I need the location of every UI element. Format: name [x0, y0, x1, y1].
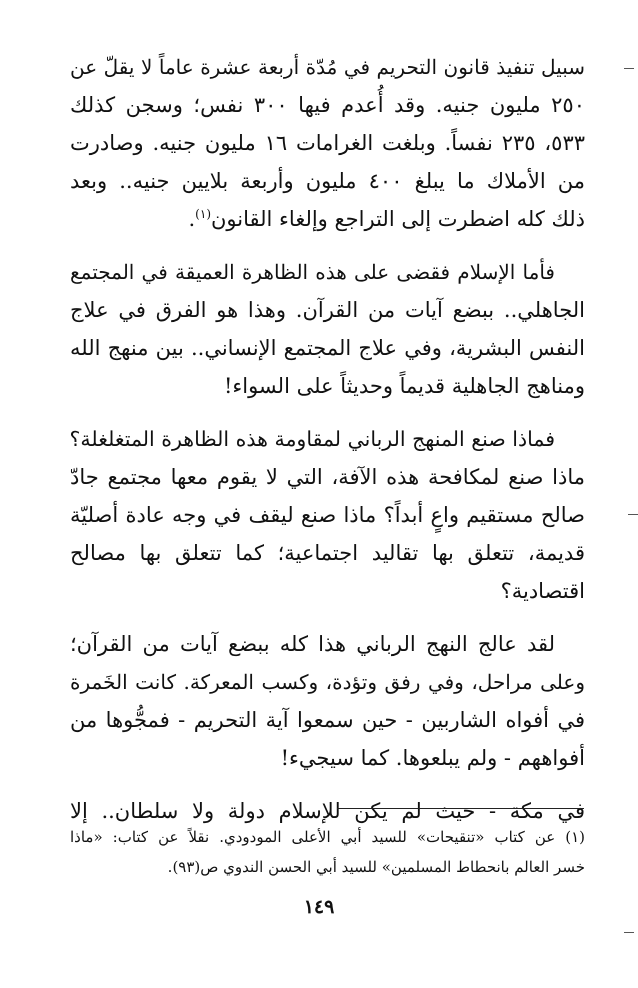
text-line: فماذا صنع المنهج الرباني لمقاومة هذه الظاهرة المتغلغلة؟	[69, 427, 555, 451]
text-line: الجاهلي.. ببضع آيات من القرآن. وهذا هو الفرق في علاج	[70, 298, 585, 322]
edge-mark	[624, 68, 634, 69]
edge-mark	[624, 932, 634, 933]
main-text	[70, 48, 585, 845]
text-line	[70, 200, 585, 238]
text-line: ماذا صنع لمكافحة هذه الآفة، التي لا يقوم معها مجتمع جادّ	[70, 465, 585, 489]
text-line: من الأملاك ما يبلغ ٤٠٠ مليون وأربعة بلايين جنيه.. وبعد	[70, 169, 585, 193]
text-span: .	[188, 207, 196, 231]
paragraph-1	[70, 48, 585, 238]
text-line: فأما الإسلام فقضى على هذه الظاهرة العميقة في المجتمع	[70, 260, 555, 284]
text-line: وعلى مراحل، وفي رفق وتؤدة، وكسب المعركة. كانت الخَمرة	[70, 670, 585, 694]
page-number: ١٤٩	[303, 896, 335, 918]
text-span: ذلك كله اضطرت إلى التراجع وإلغاء القانون	[211, 207, 585, 231]
text-line: ومناهج الجاهلية قديماً وحديثاً على السواء!	[223, 374, 585, 398]
text-line: اقتصادية؟	[500, 579, 585, 603]
paragraph-4	[70, 625, 585, 777]
footnote-reference[interactable]: (١)	[195, 207, 211, 221]
footnote	[70, 822, 585, 882]
paragraph-3	[70, 420, 585, 610]
text-line: قديمة، تتعلق بها تقاليد اجتماعية؛ كما تتعلق بها مصالح	[70, 541, 585, 565]
edge-mark	[628, 514, 638, 515]
text-line: ٢٥٠ مليون جنيه. وقد أُعدم فيها ٣٠٠ نفس؛ وسجن كذلك	[70, 93, 585, 117]
footnote-line: (١) عن كتاب «تنقيحات» للسيد أبي الأعلى المودودي. نقلاً عن كتاب: «ماذا	[70, 828, 585, 846]
text-line: النفس البشرية، وفي علاج المجتمع الإنساني.. بين منهج الله	[70, 336, 585, 360]
text-line: أفواههم - ولم يبلعوها. كما سيجيء!	[280, 746, 585, 770]
text-line: لقد عالج النهج الرباني هذا كله ببضع آيات من القرآن؛	[70, 632, 555, 656]
text-line: في مكة - حيث لم يكن للإسلام دولة ولا سلطان.. إلا	[70, 799, 585, 823]
text-line: في أفواه الشاربين - حين سمعوا آية التحريم - فمجُّوها من	[70, 708, 585, 732]
text-line: ٥٣٣، ٢٣٥ نفساً. وبلغت الغرامات ١٦ مليون جنيه. وصادرت	[70, 131, 586, 155]
paragraph-2	[70, 253, 585, 405]
text-line: صالح مستقيم واعٍ أبداً؟ ماذا صنع ليقف في وجه عادة أصليّة	[70, 503, 585, 527]
footnote-line: خسر العالم بانحطاط المسلمين» للسيد أبي الحسن الندوي ص(٩٣).	[167, 858, 585, 876]
footnote-divider	[337, 808, 584, 809]
text-line: سبيل تنفيذ قانون التحريم في مُدّة أربعة عشرة عاماً لا يقلّ عن	[70, 55, 585, 79]
